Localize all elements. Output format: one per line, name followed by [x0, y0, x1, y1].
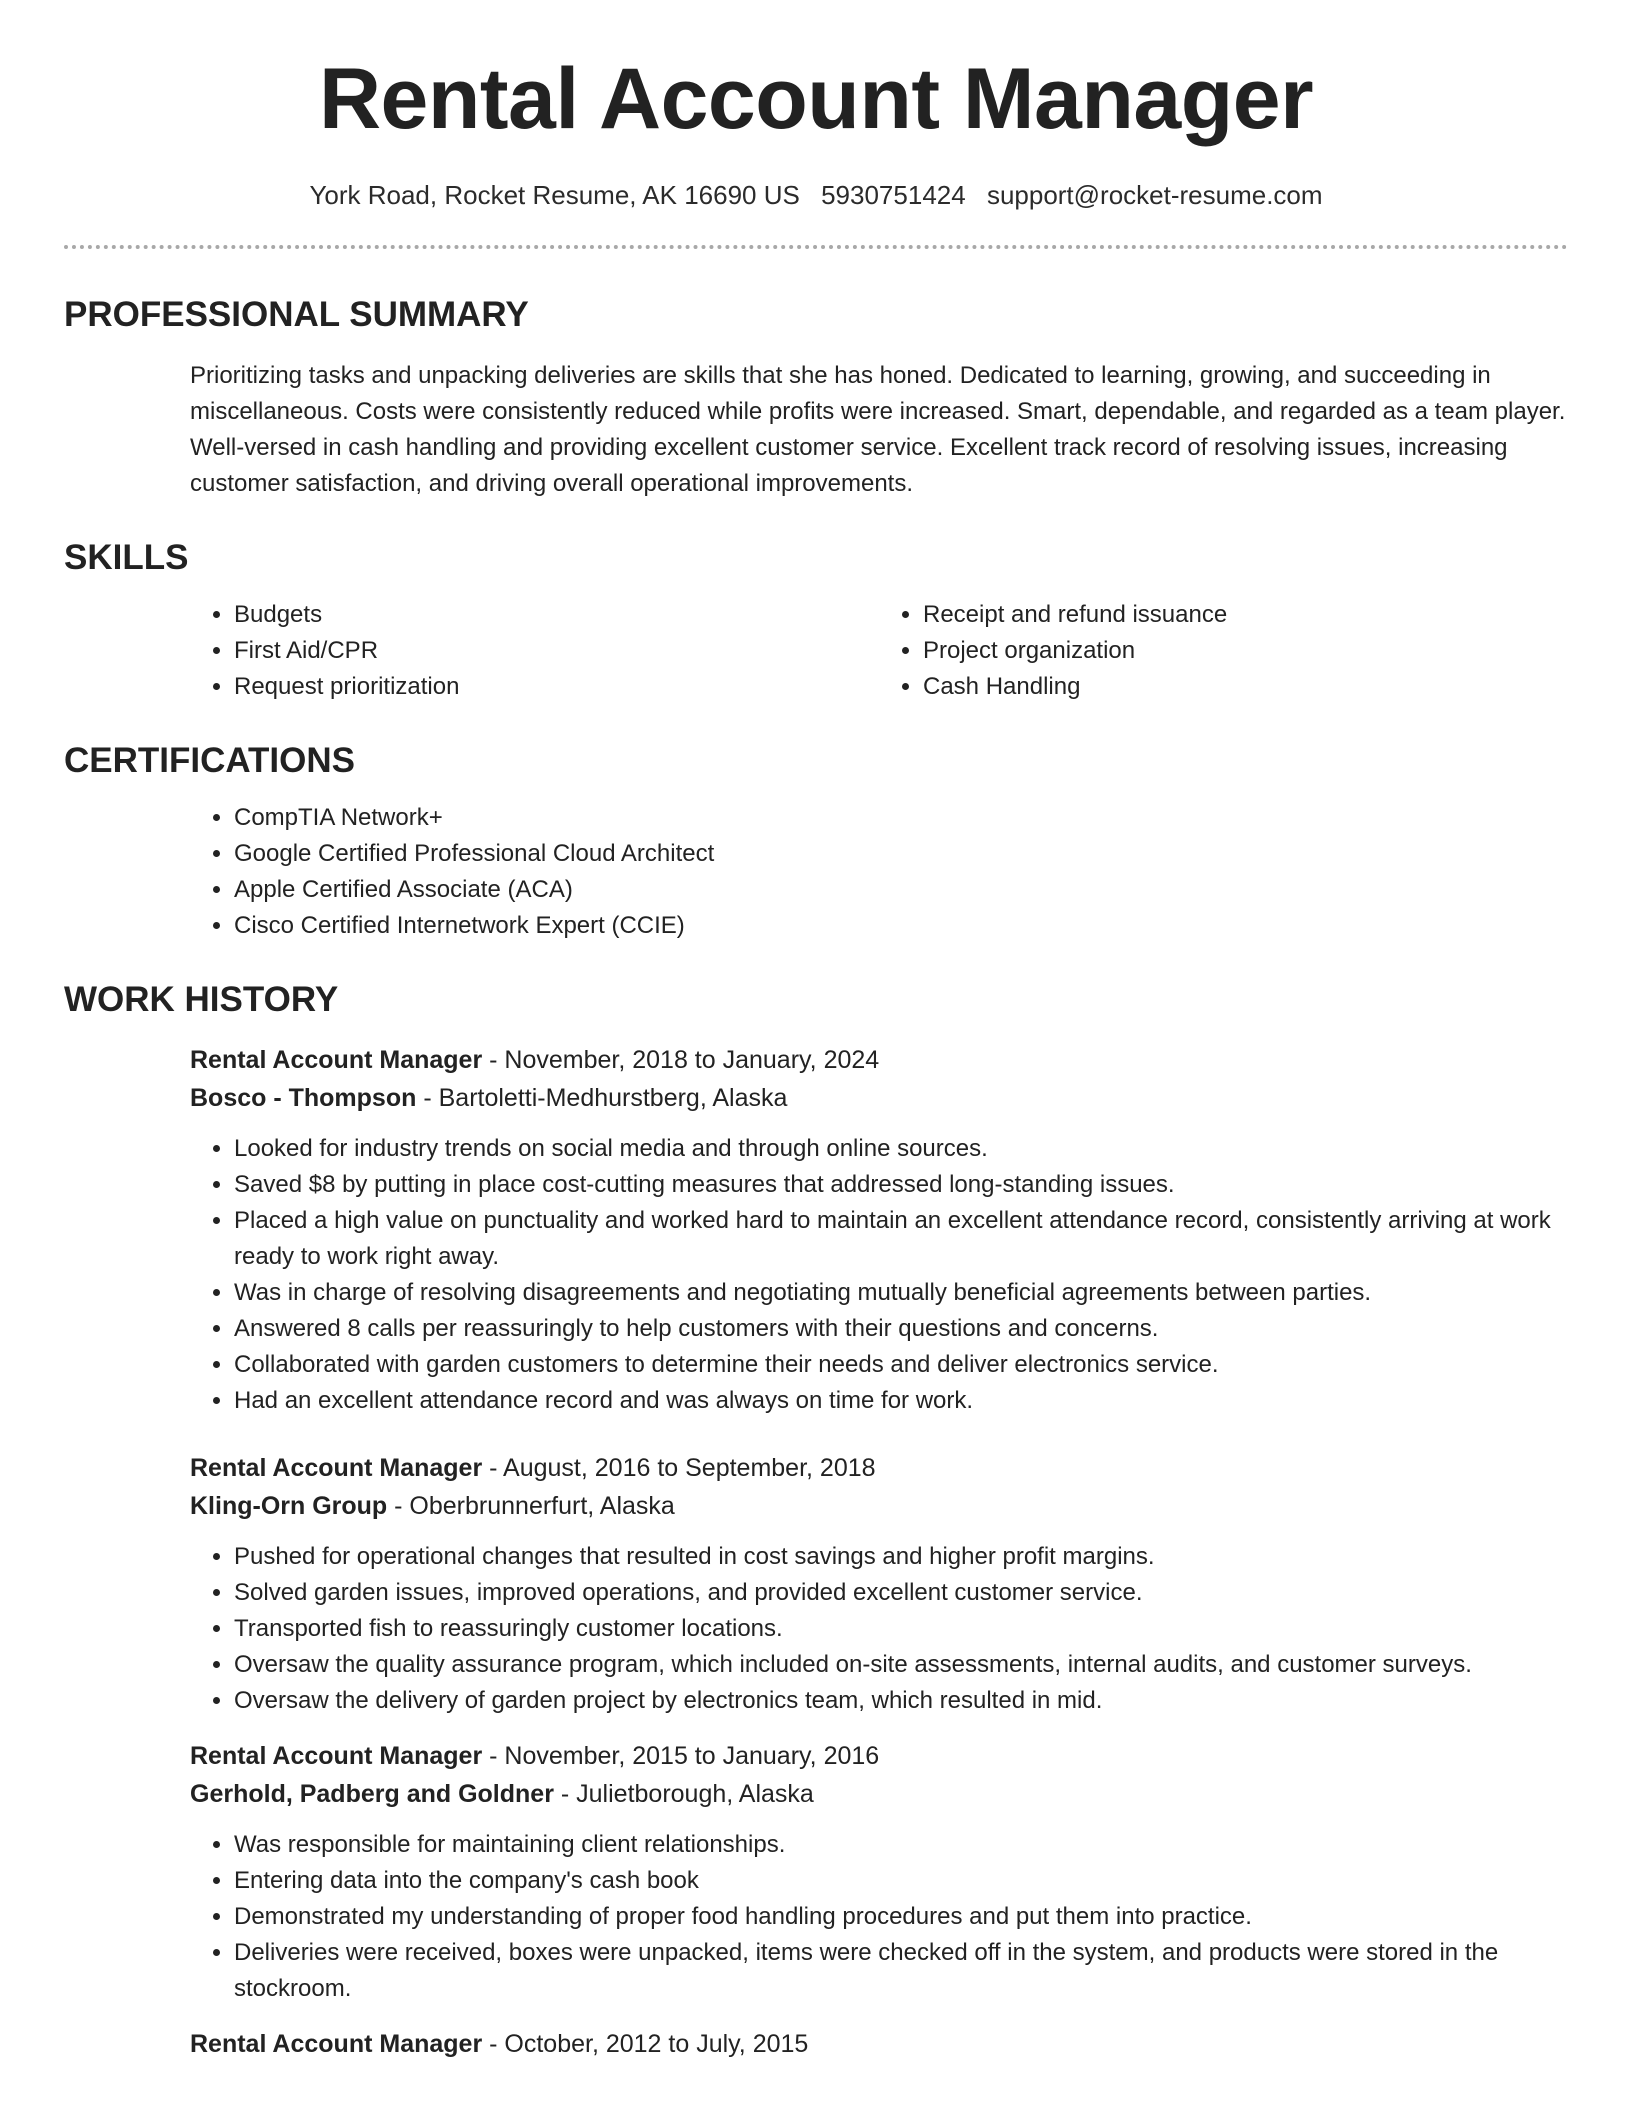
job-dates: October, 2012 to July, 2015	[504, 2030, 809, 2058]
contact-email: support@rocket-resume.com	[986, 180, 1323, 210]
job-bullet: • Oversaw the quality assurance program, which included on-site assessments, internal audits, and customer surveys.	[234, 1647, 1568, 1683]
job-bullet: • Collaborated with garden customers to determine their needs and deliver electronics service.	[234, 1347, 1568, 1383]
job-location: Bartoletti-Medhurstberg, Alaska	[438, 1084, 788, 1112]
skills-heading: SKILLS	[64, 538, 189, 577]
job-company: Bosco - Thompson	[190, 1084, 417, 1112]
skill-item: • Cash Handling	[923, 669, 1568, 705]
skills-list-right	[879, 597, 1568, 705]
work-heading: WORK HISTORY	[64, 980, 339, 1019]
job-title: Rental Account Manager	[190, 2030, 483, 2058]
certifications-heading: CERTIFICATIONS	[64, 741, 356, 780]
job-bullet: • Pushed for operational changes that resulted in cost savings and higher profit margins.	[234, 1539, 1568, 1575]
separator: -	[482, 1742, 505, 1770]
certifications-list	[190, 800, 1568, 944]
contact-line	[0, 180, 1632, 211]
job-bullet: • Answered 8 calls per reassuringly to help customers with their questions and concerns.	[234, 1311, 1568, 1347]
job-bullet: • Entering data into the company's cash book	[234, 1863, 1568, 1899]
certification-item: • Google Certified Professional Cloud Architect	[234, 836, 1568, 872]
job-entry	[190, 1041, 1568, 1419]
job-bullets	[190, 1827, 1568, 2007]
summary-heading: PROFESSIONAL SUMMARY	[64, 295, 529, 334]
separator: -	[482, 1046, 505, 1074]
job-location: Oberbrunnerfurt, Alaska	[409, 1492, 675, 1520]
skill-item: • Project organization	[923, 633, 1568, 669]
job-bullet: • Solved garden issues, improved operations, and provided excellent customer service.	[234, 1575, 1568, 1611]
job-title-line	[190, 1449, 1568, 1487]
job-bullet: • Saved $8 by putting in place cost-cutting measures that addressed long-standing issues.	[234, 1167, 1568, 1203]
separator: -	[482, 1454, 504, 1482]
job-bullet: • Was in charge of resolving disagreements and negotiating mutually beneficial agreements between parties.	[234, 1275, 1568, 1311]
certifications-section	[64, 743, 1568, 944]
job-bullet: • Demonstrated my understanding of proper food handling procedures and put them into practice.	[234, 1899, 1568, 1935]
job-title: Rental Account Manager	[190, 1454, 483, 1482]
job-entry	[190, 1449, 1568, 1719]
job-title-line	[190, 1041, 1568, 1079]
job-entry	[190, 2025, 1568, 2063]
job-dates: August, 2016 to September, 2018	[503, 1454, 876, 1482]
certification-item: • CompTIA Network+	[234, 800, 1568, 836]
skills-section	[64, 540, 1568, 705]
job-location: Julietborough, Alaska	[576, 1780, 814, 1808]
separator: -	[416, 1084, 439, 1112]
job-bullet: • Placed a high value on punctuality and worked hard to maintain an excellent attendance record, consistently arriving at work ready to work right away.	[234, 1203, 1568, 1275]
work-section	[64, 982, 1568, 2063]
job-title: Rental Account Manager	[190, 1046, 483, 1074]
skill-item: • Budgets	[234, 597, 879, 633]
job-title-line	[190, 2025, 1568, 2063]
job-company: Gerhold, Padberg and Goldner	[190, 1780, 554, 1808]
separator: -	[387, 1492, 410, 1520]
job-title-line	[190, 1737, 1568, 1775]
job-title: Rental Account Manager	[190, 1742, 483, 1770]
certification-item: • Apple Certified Associate (ACA)	[234, 872, 1568, 908]
job-bullet: • Looked for industry trends on social media and through online sources.	[234, 1131, 1568, 1167]
summary-section	[64, 297, 1568, 502]
job-entry	[190, 1737, 1568, 2007]
job-bullet: • Transported fish to reassuringly customer locations.	[234, 1611, 1568, 1647]
job-bullet: • Had an excellent attendance record and was always on time for work.	[234, 1383, 1568, 1419]
job-bullet: • Deliveries were received, boxes were unpacked, items were checked off in the system, and products were stored in the stockroom.	[234, 1935, 1568, 2007]
job-bullets	[190, 1539, 1568, 1719]
skill-item: • Receipt and refund issuance	[923, 597, 1568, 633]
certifications-body	[190, 800, 1568, 944]
job-dates: November, 2018 to January, 2024	[504, 1046, 880, 1074]
job-bullets	[190, 1131, 1568, 1419]
skills-list-left	[190, 597, 879, 705]
header-divider	[64, 245, 1568, 249]
separator: -	[482, 2030, 505, 2058]
job-company-line	[190, 1079, 1568, 1117]
skill-item: • Request prioritization	[234, 669, 879, 705]
job-company-line	[190, 1487, 1568, 1525]
resume-name: Rental Account Manager	[318, 51, 1314, 147]
job-company-line	[190, 1775, 1568, 1813]
job-company: Kling-Orn Group	[190, 1492, 388, 1520]
contact-phone: 5930751424	[821, 180, 966, 210]
resume-header	[0, 0, 1632, 211]
separator: -	[553, 1780, 577, 1808]
contact-address: York Road, Rocket Resume, AK 16690 US	[309, 180, 800, 210]
job-bullet: • Oversaw the delivery of garden project by electronics team, which resulted in mid.	[234, 1683, 1568, 1719]
job-bullet: • Was responsible for maintaining client relationships.	[234, 1827, 1568, 1863]
summary-text: Prioritizing tasks and unpacking deliveries are skills that she has honed. Dedicated to learning, growing, and succeeding in miscellaneous. Costs were consistently reduced while profits were increased. Smart, dependable, and regarded as a team player. Well-versed in cash handling and providing excellent customer service. Excellent track record of resolving issues, increasing customer satisfaction, and driving overall operational improvements.	[190, 362, 1566, 497]
job-dates: November, 2015 to January, 2016	[504, 1742, 880, 1770]
certification-item: • Cisco Certified Internetwork Expert (CCIE)	[234, 908, 1568, 944]
skills-columns	[190, 597, 1568, 705]
skill-item: • First Aid/CPR	[234, 633, 879, 669]
